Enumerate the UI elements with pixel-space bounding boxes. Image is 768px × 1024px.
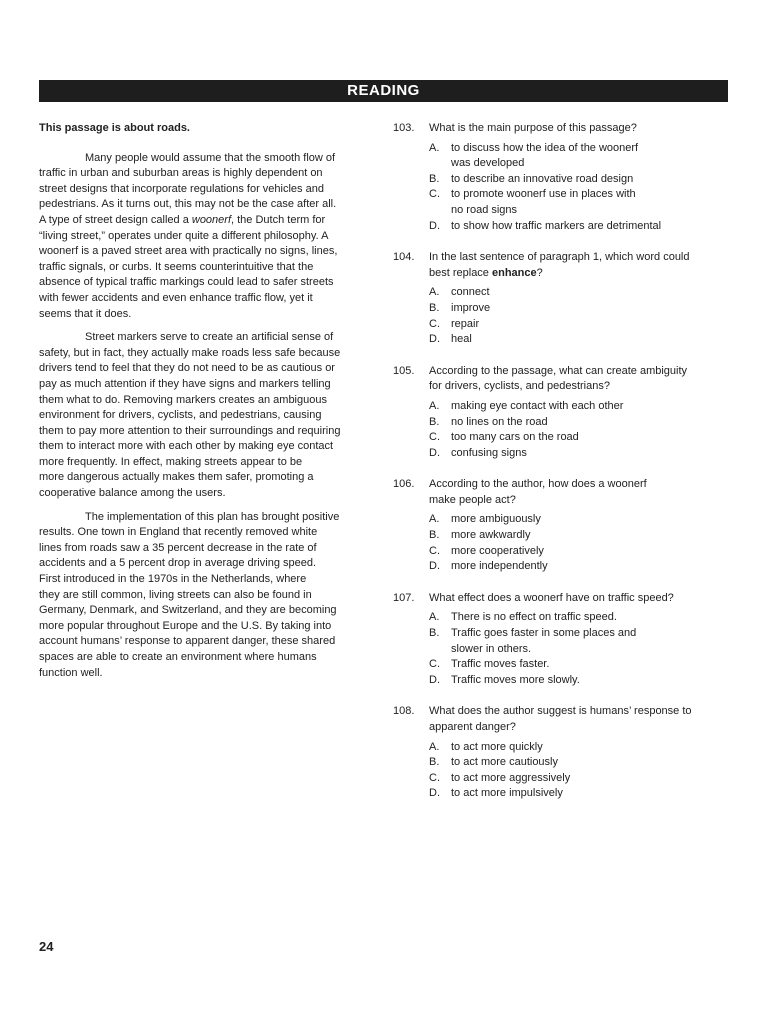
option-letter: C. <box>429 317 440 330</box>
paragraph-line: The implementation of this plan has brought positive <box>85 510 340 523</box>
question-text <box>429 591 728 607</box>
paragraph-line: A type of street design called a woonerf, the Dutch term for <box>39 213 326 226</box>
paragraph-line: drivers tend to feel that they do not need to be as cautious or <box>39 362 335 375</box>
answer-option[interactable] <box>429 399 728 415</box>
answer-options <box>393 399 728 461</box>
passage-paragraph <box>39 330 372 502</box>
option-line: to act more aggressively <box>451 771 571 784</box>
paragraph-line: results. One town in England that recently removed white <box>39 526 318 539</box>
paragraph-line: traffic signals, or curbs. It seems counterintuitive that the <box>39 260 314 273</box>
option-letter: A. <box>429 513 440 526</box>
answer-option[interactable] <box>429 610 728 626</box>
passage-intro: This passage is about roads. <box>39 122 190 134</box>
option-letter: C. <box>429 544 440 557</box>
option-letter: A. <box>429 399 440 412</box>
question-line: for drivers, cyclists, and pedestrians? <box>429 380 610 393</box>
option-text <box>451 528 530 544</box>
option-line: to discuss how the idea of the woonerf <box>451 141 639 154</box>
question-text <box>429 250 728 281</box>
section-header: READING <box>39 80 728 102</box>
option-letter: A. <box>429 611 440 624</box>
passage-paragraph <box>39 151 372 323</box>
paragraph-line: “living street,” operates under quite a different philosophy. A <box>39 229 329 242</box>
paragraph-line: woonerf is a paved street area with practically no signs, lines, <box>39 245 338 258</box>
question-line: According to the author, how does a woonerf <box>429 478 647 491</box>
question-item <box>393 477 728 575</box>
answer-option[interactable] <box>429 740 728 756</box>
paragraph-line: them to interact more with each other by making eye contact <box>39 440 334 453</box>
option-letter: D. <box>429 446 440 459</box>
answer-option[interactable] <box>429 301 728 317</box>
option-line: confusing signs <box>451 446 527 459</box>
paragraph-line: them to pay more attention to their surroundings and requiring <box>39 424 341 437</box>
passage <box>39 121 372 689</box>
option-text <box>451 786 563 802</box>
option-letter: B. <box>429 756 440 769</box>
paragraph-line: environment for drivers, cyclists, and pedestrians, causing <box>39 409 322 422</box>
page-number: 24 <box>39 939 54 954</box>
paragraph-line: accidents and a 5 percent drop in average driving speed. <box>39 557 317 570</box>
option-line: to describe an innovative road design <box>451 172 634 185</box>
option-text <box>451 285 490 301</box>
option-letter: B. <box>429 172 440 185</box>
option-text <box>451 415 548 431</box>
passage-paragraph <box>39 510 372 682</box>
paragraph-line: cooperative balance among the users. <box>39 487 226 500</box>
paragraph-line: traffic in urban and suburban areas is highly dependent on <box>39 167 323 180</box>
answer-option[interactable] <box>429 219 728 235</box>
emphasis-term: woonerf <box>191 213 232 226</box>
option-text <box>451 626 636 657</box>
option-line: to act more quickly <box>451 740 543 753</box>
option-line: to promote woonerf use in places with <box>451 188 636 201</box>
option-letter: A. <box>429 286 440 299</box>
option-letter: B. <box>429 415 440 428</box>
paragraph-line: them what to do. Removing markers creates an ambiguous <box>39 393 327 406</box>
option-letter: B. <box>429 627 440 640</box>
paragraph-line: seems that it does. <box>39 307 132 320</box>
option-text <box>451 657 549 673</box>
answer-option[interactable] <box>429 786 728 802</box>
answer-option[interactable] <box>429 559 728 575</box>
option-line: no lines on the road <box>451 415 548 428</box>
answer-option[interactable] <box>429 141 728 172</box>
option-text <box>451 301 490 317</box>
paragraph-line: First introduced in the 1970s in the Netherlands, where <box>39 573 307 586</box>
option-line: too many cars on the road <box>451 431 579 444</box>
option-letter: A. <box>429 141 440 154</box>
paragraph-line: they are still common, living streets can also be found in <box>39 588 312 601</box>
paragraph-line: pay as much attention if they have signs and markers telling <box>39 377 331 390</box>
paragraph-line: function well. <box>39 666 103 679</box>
question-line: apparent danger? <box>429 721 516 733</box>
option-letter: D. <box>429 787 440 800</box>
option-text <box>451 755 558 771</box>
answer-options <box>393 141 728 235</box>
option-line: There is no effect on traffic speed. <box>451 611 617 624</box>
option-line: to act more cautiously <box>451 756 558 769</box>
paragraph-line: absence of typical traffic markings could lead to safer streets <box>39 276 334 289</box>
option-letter: B. <box>429 301 440 314</box>
question-line: What does the author suggest is humans’ response to <box>429 705 692 718</box>
option-line: slower in others. <box>451 642 532 655</box>
question-item <box>393 364 728 462</box>
answer-option[interactable] <box>429 626 728 657</box>
question-number: 106. <box>393 478 415 491</box>
answer-options <box>393 740 728 802</box>
option-text <box>451 399 623 415</box>
option-line: more ambiguously <box>451 513 541 526</box>
paragraph-line: pedestrians. As it turns out, this may not be the case after all. <box>39 198 337 211</box>
paragraph-line: safety, but in fact, they actually make roads less safe because <box>39 346 341 359</box>
option-text <box>451 219 661 235</box>
question-text <box>429 121 728 137</box>
answer-option[interactable] <box>429 512 728 528</box>
option-letter: C. <box>429 658 440 671</box>
question-stem <box>393 704 728 735</box>
question-stem <box>393 477 728 508</box>
answer-options <box>393 512 728 574</box>
question-item <box>393 121 728 234</box>
option-letter: D. <box>429 560 440 573</box>
question-text <box>429 704 728 735</box>
option-line: Traffic moves more slowly. <box>451 673 580 686</box>
option-line: Traffic goes faster in some places and <box>451 627 637 640</box>
option-line: connect <box>451 286 490 299</box>
answer-option[interactable] <box>429 771 728 787</box>
answer-options <box>393 610 728 688</box>
option-text <box>451 544 544 560</box>
option-line: repair <box>451 317 480 330</box>
emphasis-term: enhance <box>491 266 537 279</box>
answer-option[interactable] <box>429 446 728 462</box>
paragraph-line: street designs that incorporate regulations for vehicles and <box>39 182 324 195</box>
question-stem <box>393 250 728 281</box>
question-line: According to the passage, what can create ambiguity <box>429 364 688 377</box>
option-text <box>451 446 527 462</box>
paragraph-line: Germany, Denmark, and Switzerland, and they are becoming <box>39 604 337 617</box>
question-line: What effect does a woonerf have on traffic speed? <box>429 591 674 604</box>
option-letter: C. <box>429 431 440 444</box>
answer-option[interactable] <box>429 673 728 689</box>
option-letter: B. <box>429 529 440 542</box>
question-stem <box>393 121 728 137</box>
question-number: 104. <box>393 251 415 264</box>
answer-option[interactable] <box>429 317 728 333</box>
option-letter: A. <box>429 740 440 753</box>
option-line: heal <box>451 333 472 346</box>
question-line: make people act? <box>429 493 516 506</box>
option-text <box>451 559 548 575</box>
paragraph-line: more dangerous actually makes them safer, promoting a <box>39 471 314 484</box>
option-text <box>451 771 570 787</box>
answer-option[interactable] <box>429 544 728 560</box>
option-text <box>451 740 543 756</box>
answer-option[interactable] <box>429 528 728 544</box>
question-line: In the last sentence of paragraph 1, which word could <box>429 251 690 264</box>
question-stem <box>393 364 728 395</box>
answer-option[interactable] <box>429 332 728 348</box>
option-text <box>451 673 580 689</box>
answer-option[interactable] <box>429 430 728 446</box>
question-number: 107. <box>393 591 415 604</box>
answer-option[interactable] <box>429 172 728 188</box>
question-stem <box>393 591 728 607</box>
question-item <box>393 704 728 802</box>
answer-option[interactable] <box>429 415 728 431</box>
question-list <box>393 121 728 818</box>
paragraph-line: more popular throughout Europe and the U.S. By taking into <box>39 619 332 632</box>
option-line: more cooperatively <box>451 544 544 557</box>
question-item <box>393 250 728 348</box>
question-text <box>429 364 728 395</box>
answer-option[interactable] <box>429 755 728 771</box>
paragraph-line: lines from roads saw a 35 percent decrease in the rate of <box>39 541 317 554</box>
passage-paragraphs <box>39 151 372 682</box>
paragraph-line: Street markers serve to create an artificial sense of <box>85 331 334 344</box>
option-line: to show how traffic markers are detrimental <box>451 219 662 232</box>
paragraph-line: with fewer accidents and even enhance traffic flow, yet it <box>39 291 313 304</box>
option-line: more independently <box>451 560 548 573</box>
paragraph-line: more frequently. In effect, making streets appear to be <box>39 455 303 468</box>
option-text <box>451 317 479 333</box>
option-text <box>451 332 472 348</box>
answer-option[interactable] <box>429 285 728 301</box>
question-number: 105. <box>393 364 415 377</box>
paragraph-line: spaces are able to create an environment where humans <box>39 651 317 663</box>
question-number: 108. <box>393 705 415 718</box>
option-letter: C. <box>429 188 440 201</box>
question-line: What is the main purpose of this passage? <box>429 122 637 134</box>
option-line: making eye contact with each other <box>451 399 624 412</box>
option-text <box>451 172 633 188</box>
option-line: was developed <box>451 157 525 170</box>
option-letter: C. <box>429 771 440 784</box>
question-text <box>429 477 728 508</box>
option-line: to act more impulsively <box>451 787 563 800</box>
option-letter: D. <box>429 673 440 686</box>
answer-option[interactable] <box>429 187 728 218</box>
paragraph-line: account humans’ response to apparent danger, these shared <box>39 635 336 648</box>
option-text <box>451 430 579 446</box>
question-item <box>393 591 728 689</box>
option-line: Traffic moves faster. <box>451 658 550 671</box>
option-line: more awkwardly <box>451 529 531 542</box>
paragraph-line: Many people would assume that the smooth flow of <box>85 151 336 164</box>
option-text <box>451 512 541 528</box>
answer-options <box>393 285 728 347</box>
answer-option[interactable] <box>429 657 728 673</box>
option-text <box>451 187 636 218</box>
option-line: no road signs <box>451 203 518 216</box>
option-letter: D. <box>429 219 440 232</box>
question-number: 103. <box>393 122 415 134</box>
option-text <box>451 141 638 172</box>
option-text <box>451 610 617 626</box>
option-line: improve <box>451 301 491 314</box>
question-line: best replace enhance? <box>429 266 543 279</box>
option-letter: D. <box>429 333 440 346</box>
